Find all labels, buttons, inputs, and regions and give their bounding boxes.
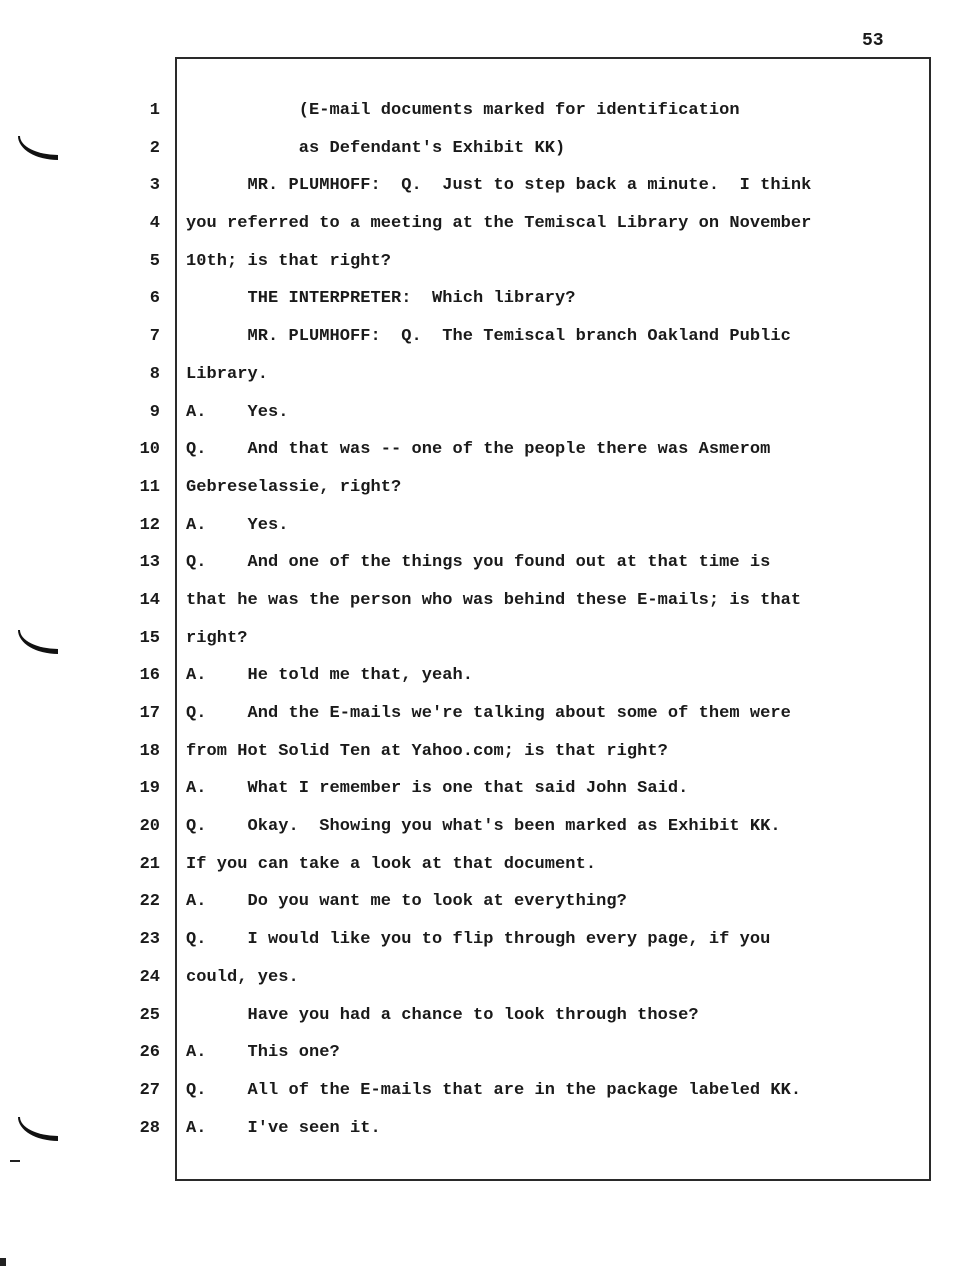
transcript-line: MR. PLUMHOFF: Q. The Temiscal branch Oakland Public bbox=[186, 327, 791, 347]
line-number: 20 bbox=[139, 817, 160, 837]
transcript-line: Q. And that was -- one of the people there was Asmerom bbox=[186, 440, 771, 460]
line-number: 28 bbox=[139, 1118, 160, 1138]
line-number: 10 bbox=[139, 440, 160, 460]
transcript-body bbox=[186, 92, 921, 1147]
line-number: 14 bbox=[139, 590, 160, 610]
binder-hole-mark bbox=[18, 630, 58, 654]
line-number: 19 bbox=[139, 779, 160, 799]
scan-mark bbox=[10, 1160, 20, 1162]
line-number: 12 bbox=[139, 515, 160, 535]
line-number: 5 bbox=[149, 251, 160, 271]
transcript-line: you referred to a meeting at the Temiscal Library on November bbox=[186, 214, 812, 234]
line-number: 13 bbox=[139, 553, 160, 573]
line-number: 6 bbox=[149, 289, 160, 309]
line-number-column bbox=[110, 92, 160, 1147]
transcript-line: Have you had a chance to look through those? bbox=[186, 1005, 699, 1025]
line-number: 27 bbox=[139, 1080, 160, 1100]
line-number: 9 bbox=[149, 402, 160, 422]
transcript-line: from Hot Solid Ten at Yahoo.com; is that right? bbox=[186, 741, 668, 761]
line-number: 23 bbox=[139, 930, 160, 950]
transcript-line: Library. bbox=[186, 364, 269, 384]
transcript-line: If you can take a look at that document. bbox=[186, 854, 597, 874]
transcript-line: A. He told me that, yeah. bbox=[186, 666, 474, 686]
line-number: 16 bbox=[139, 666, 160, 686]
line-number: 8 bbox=[149, 364, 160, 384]
transcript-line: that he was the person who was behind these E-mails; is that bbox=[186, 590, 802, 610]
line-number: 3 bbox=[149, 176, 160, 196]
transcript-line: A. Do you want me to look at everything? bbox=[186, 892, 627, 912]
line-number: 4 bbox=[149, 214, 160, 234]
transcript-line: Q. And the E-mails we're talking about some of them were bbox=[186, 704, 791, 723]
transcript-line: right? bbox=[186, 628, 248, 648]
transcript-line: Q. Okay. Showing you what's been marked as Exhibit KK. bbox=[186, 817, 781, 837]
page-number: 53 bbox=[862, 31, 884, 51]
line-number: 22 bbox=[139, 892, 160, 912]
line-number: 1 bbox=[149, 101, 160, 120]
transcript-line: A. Yes. bbox=[186, 402, 289, 422]
binder-hole-mark bbox=[18, 1117, 58, 1141]
transcript-line: A. What I remember is one that said John Said. bbox=[186, 779, 689, 799]
transcript-line: THE INTERPRETER: Which library? bbox=[186, 289, 576, 309]
line-number: 17 bbox=[139, 704, 160, 723]
transcript-line: Q. And one of the things you found out at that time is bbox=[186, 553, 771, 573]
line-number: 11 bbox=[139, 477, 160, 497]
transcript-line: as Defendant's Exhibit KK) bbox=[186, 138, 566, 158]
line-number: 25 bbox=[139, 1005, 160, 1025]
binder-hole-mark bbox=[18, 136, 58, 160]
line-number: 7 bbox=[149, 327, 160, 347]
transcript-line: A. I've seen it. bbox=[186, 1118, 381, 1138]
line-number: 18 bbox=[139, 741, 160, 761]
transcript-line: Q. I would like you to flip through every page, if you bbox=[186, 930, 771, 950]
line-number: 2 bbox=[149, 138, 160, 158]
line-number: 26 bbox=[139, 1043, 160, 1063]
transcript-line: Q. All of the E-mails that are in the package labeled KK. bbox=[186, 1080, 802, 1100]
transcript-line: 10th; is that right? bbox=[186, 251, 392, 271]
transcript-line: A. This one? bbox=[186, 1043, 340, 1063]
transcript-line: MR. PLUMHOFF: Q. Just to step back a minute. I think bbox=[186, 176, 812, 196]
transcript-line: could, yes. bbox=[186, 967, 299, 987]
transcript-line: (E-mail documents marked for identification bbox=[186, 101, 740, 120]
line-number: 15 bbox=[139, 628, 160, 648]
line-number: 24 bbox=[139, 967, 160, 987]
transcript-line: A. Yes. bbox=[186, 515, 289, 535]
line-number: 21 bbox=[139, 854, 160, 874]
transcript-line: Gebreselassie, right? bbox=[186, 477, 402, 497]
scan-mark bbox=[0, 1258, 6, 1266]
